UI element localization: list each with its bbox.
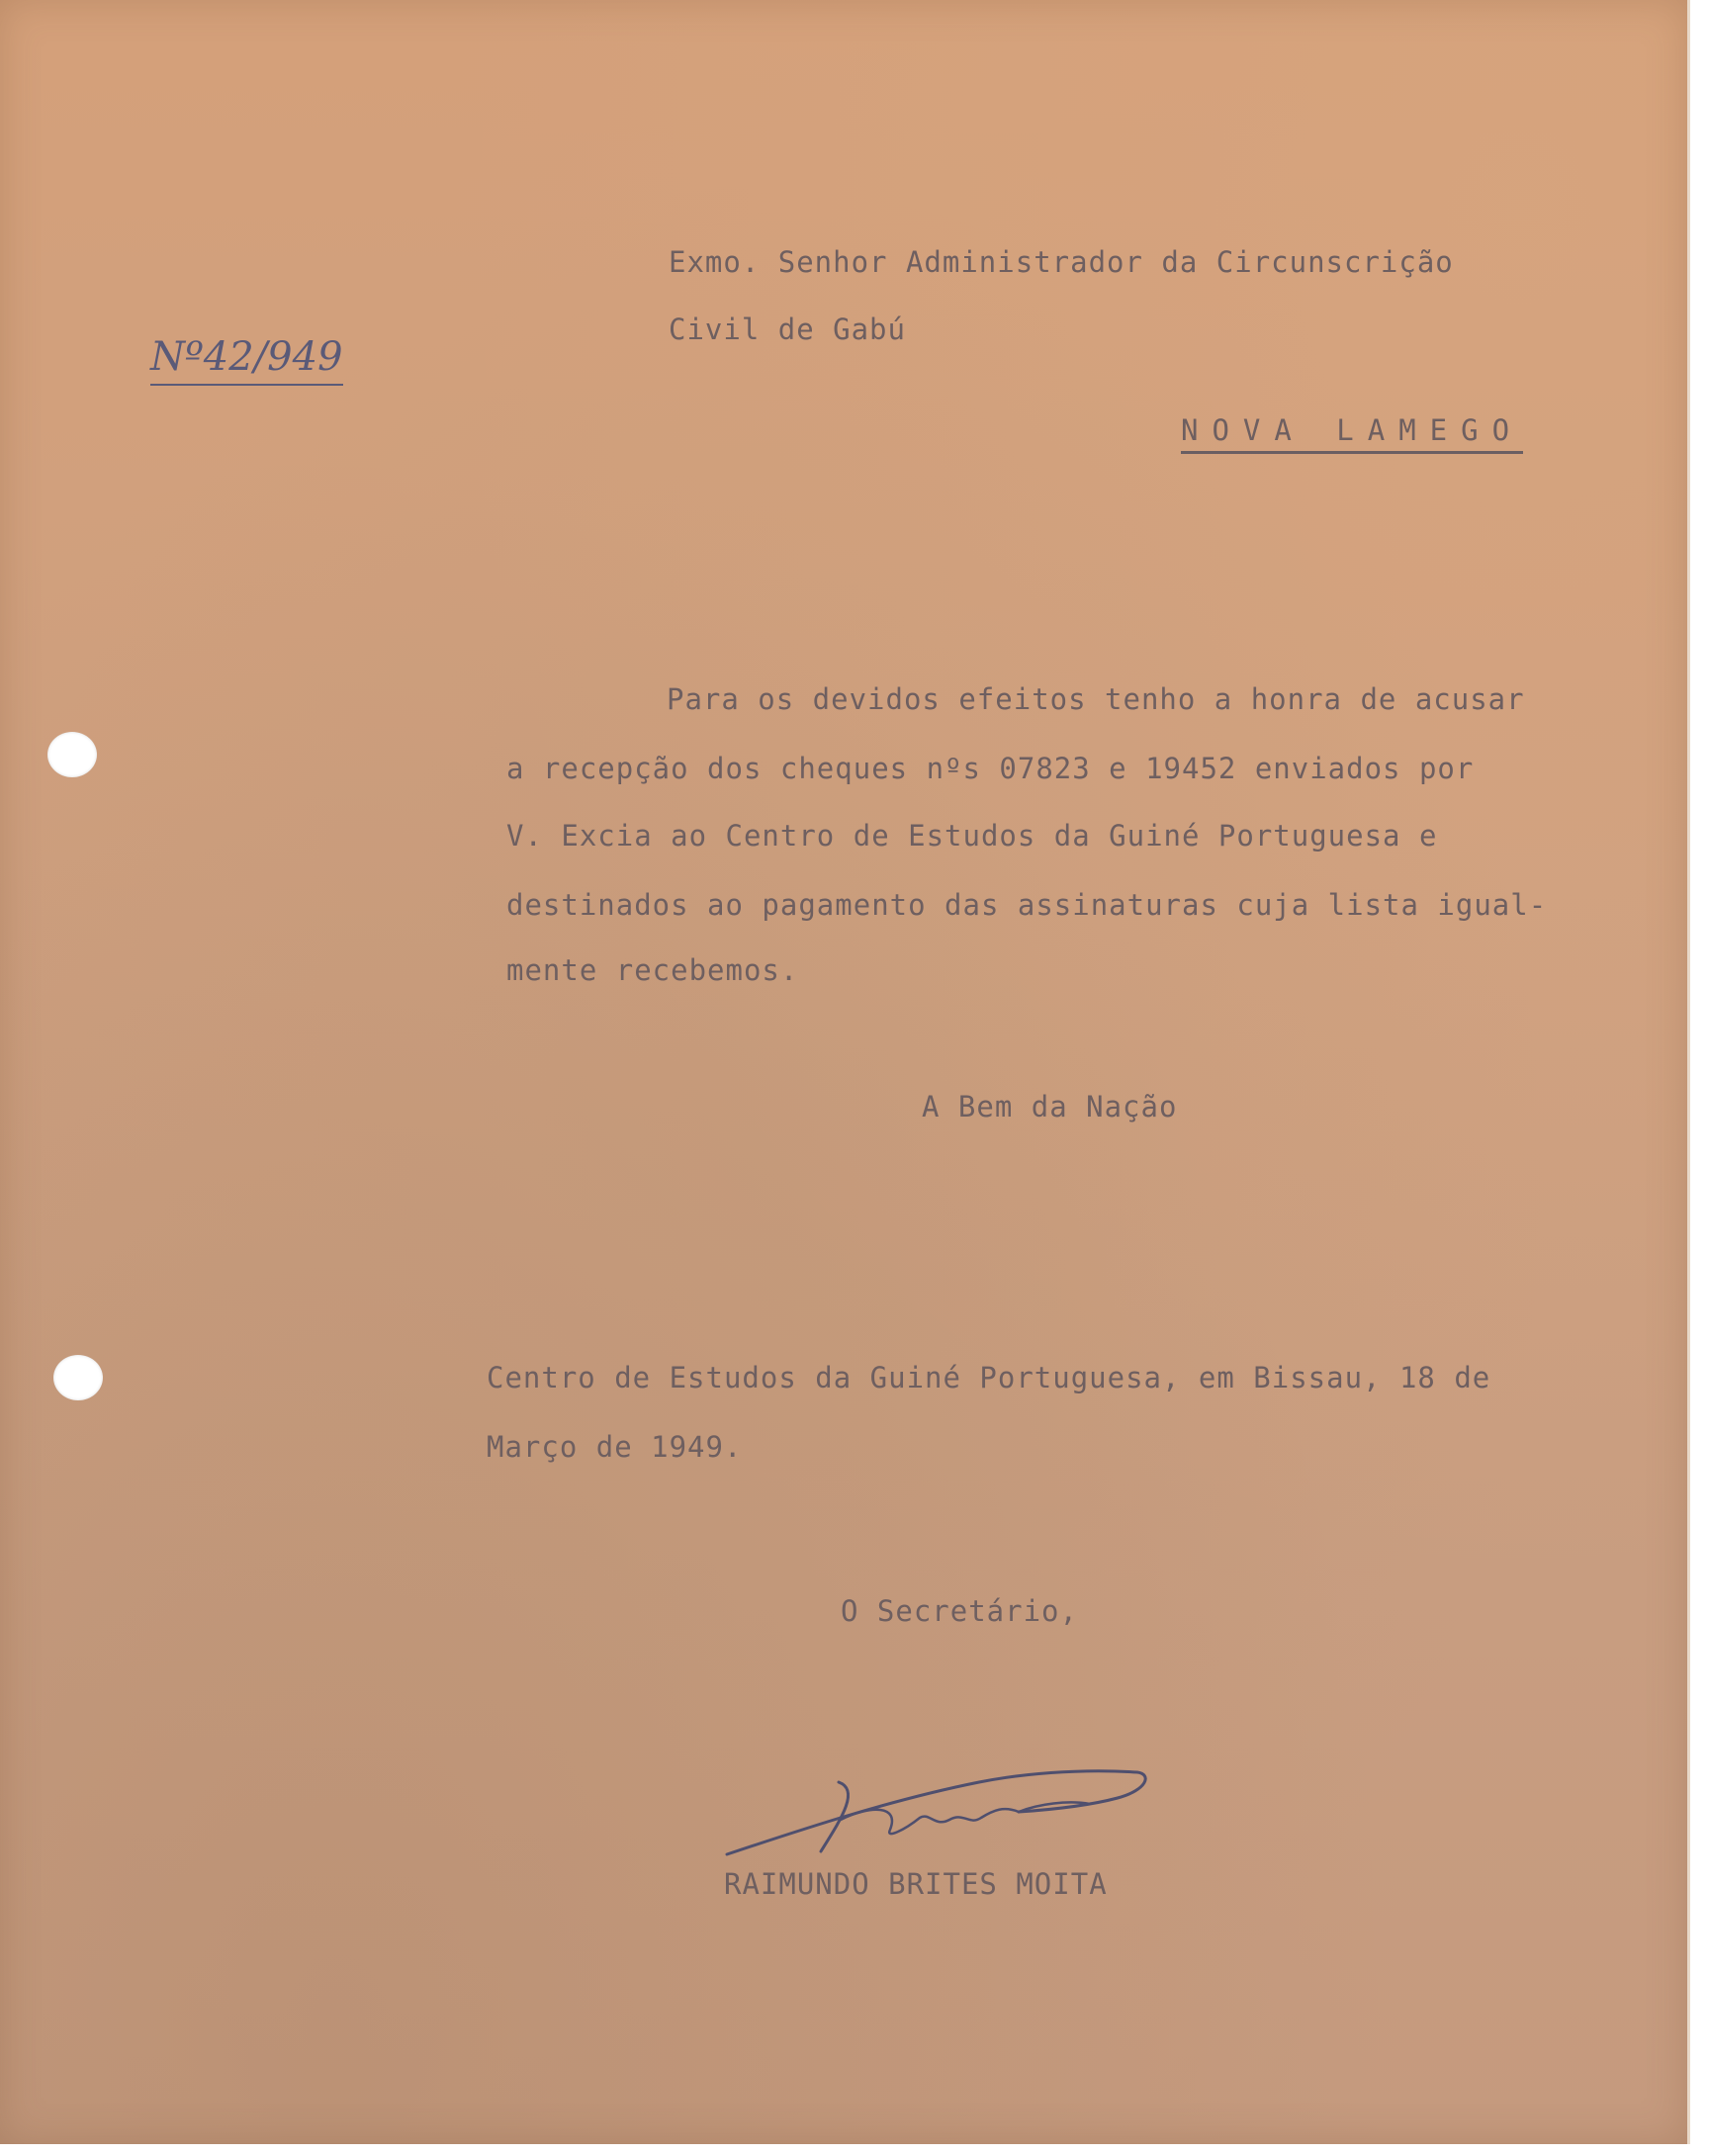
place-date-line-1: Centro de Estudos da Guiné Portuguesa, em Bissau, 18 de	[487, 1361, 1491, 1394]
signer-name: RAIMUNDO BRITES MOITA	[724, 1867, 1108, 1901]
closing-salutation: A Bem da Nação	[922, 1090, 1178, 1123]
punch-hole-lower	[53, 1355, 103, 1400]
destination-city: NOVA LAMEGO	[1181, 413, 1523, 454]
body-line-1: Para os devidos efeitos tenho a honra de acusar	[667, 682, 1525, 716]
place-date-line-2: Março de 1949.	[487, 1430, 743, 1464]
signer-role: O Secretário,	[841, 1594, 1078, 1628]
body-line-5: mente recebemos.	[506, 953, 799, 987]
reference-number: Nº42/949	[150, 334, 343, 386]
body-line-4: destinados ao pagamento das assinaturas cuja lista igual-	[506, 888, 1548, 922]
punch-hole-upper	[47, 732, 97, 777]
addressee-line-1: Exmo. Senhor Administrador da Circunscrição	[669, 245, 1454, 279]
handwritten-signature	[722, 1760, 1157, 1869]
body-line-2: a recepção dos cheques nºs 07823 e 19452 enviados por	[506, 752, 1475, 785]
body-line-3: V. Excia ao Centro de Estudos da Guiné Portuguesa e	[506, 819, 1438, 853]
addressee-line-2: Civil de Gabú	[669, 313, 906, 346]
